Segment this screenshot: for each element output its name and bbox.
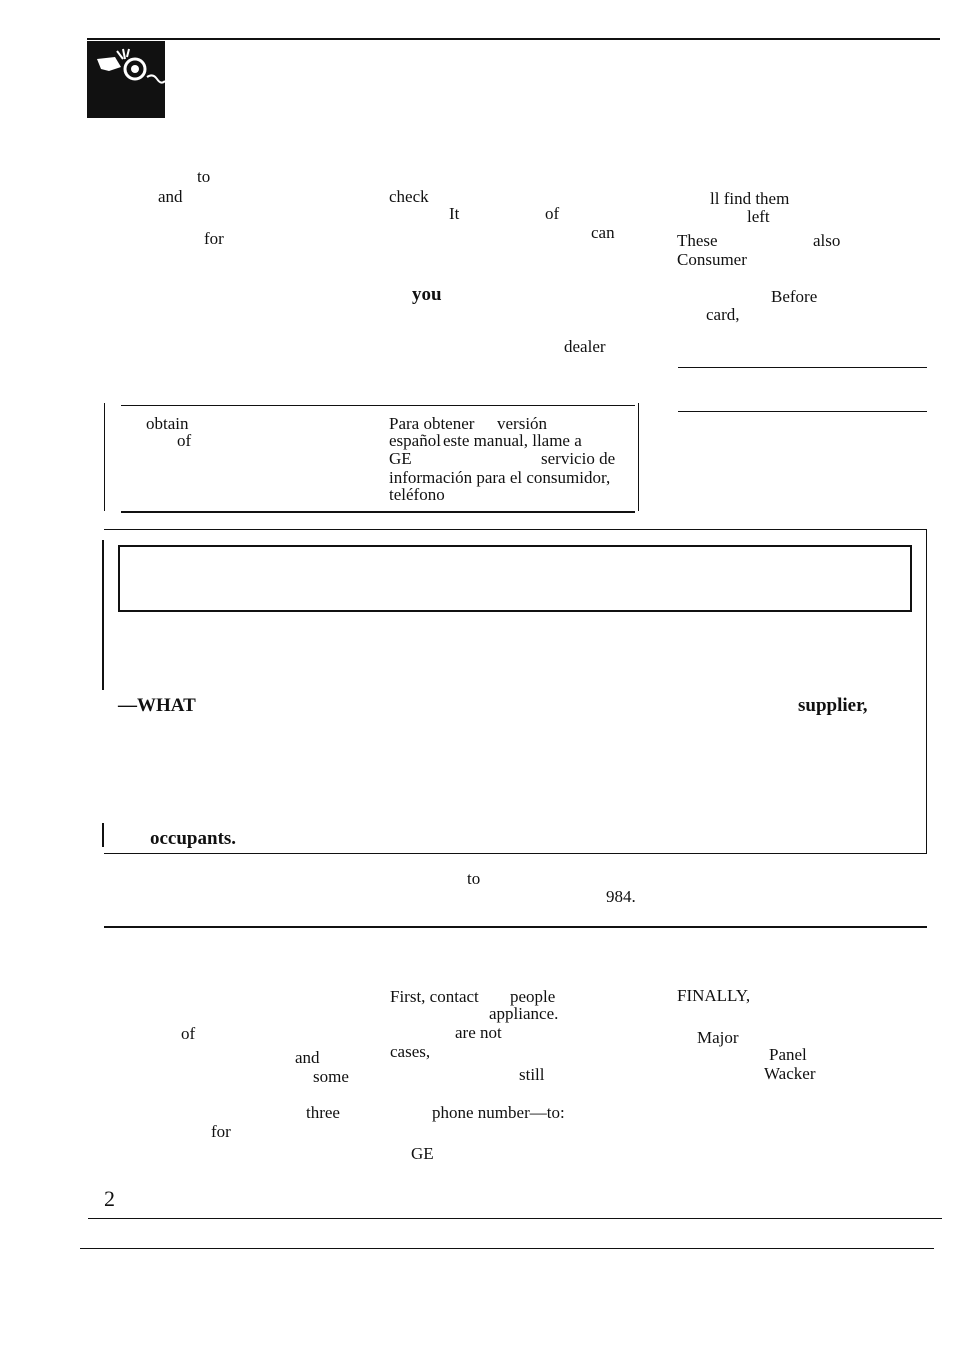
- bottom-word-still: still: [519, 1065, 545, 1084]
- phone-logo-icon: [87, 41, 165, 118]
- spanish-line3b: servicio de: [541, 449, 616, 468]
- spanish-line4: información para el consumidor,: [389, 468, 611, 487]
- spanish-line1a: Para obtener: [389, 414, 475, 433]
- spanish-line1b: versión: [497, 414, 548, 433]
- bottom-word-first: First, contact: [390, 987, 479, 1006]
- bottom-word-appliance: appliance.: [489, 1004, 559, 1023]
- col1-word-to: to: [197, 167, 211, 186]
- col3-word-consumer: Consumer: [677, 250, 747, 269]
- warning-box-right: [926, 529, 927, 854]
- english-word-obtain: obtain: [146, 414, 189, 433]
- spanish-line2a: español: [389, 431, 441, 450]
- bottom-word-some: some: [313, 1067, 349, 1086]
- bottom-word-wacker: Wacker: [764, 1064, 816, 1083]
- bottom-word-cases: cases,: [390, 1042, 431, 1061]
- bottom-word-of: of: [181, 1024, 196, 1043]
- bottom-word-panel: Panel: [769, 1045, 807, 1064]
- bottom-word-arenot: are not: [455, 1023, 502, 1042]
- section-divider: [104, 926, 927, 928]
- col3-word-left: left: [747, 207, 770, 226]
- bottom-word-phone: phone number—to:: [432, 1103, 565, 1122]
- warning-word-occupants: occupants.: [150, 828, 237, 849]
- spanish-box-right-border: [638, 403, 639, 511]
- warning-box-bottom: [104, 853, 927, 854]
- bottom-word-and: and: [295, 1048, 320, 1067]
- warning-box-left-lower: [102, 823, 104, 847]
- col2-word-you: you: [412, 284, 442, 305]
- col3-word-before: Before: [771, 287, 818, 306]
- english-word-of: of: [177, 431, 192, 450]
- col1-word-for: for: [204, 229, 224, 248]
- col3-rule-1: [678, 367, 927, 368]
- warning-word-supplier: supplier,: [798, 695, 868, 716]
- col3-word-find: ll find them: [710, 189, 790, 208]
- bottom-word-finally: FINALLY,: [677, 986, 751, 1005]
- bottom-word-three: three: [306, 1103, 340, 1122]
- col2-word-can: can: [591, 223, 615, 242]
- spanish-line3a: GE: [389, 449, 412, 468]
- spanish-line2b: este manual, llame a: [443, 431, 582, 450]
- bottom-word-major: Major: [697, 1028, 739, 1047]
- col2-word-dealer: dealer: [564, 337, 606, 356]
- page-number: 2: [104, 1186, 115, 1211]
- footer-rule-1: [88, 1218, 942, 1219]
- warning-box-top: [104, 529, 927, 530]
- col2-word-it: It: [449, 204, 460, 223]
- col1-word-and: and: [158, 187, 183, 206]
- col3-rule-2: [678, 411, 927, 412]
- top-rule: [87, 38, 940, 40]
- spanish-box-left-border: [104, 403, 105, 511]
- col2-word-check: check: [389, 187, 429, 206]
- warning-inner-box: [118, 545, 912, 612]
- bottom-word-people: people: [510, 987, 556, 1006]
- note-word-984: 984.: [606, 887, 636, 906]
- col3-word-these: These: [677, 231, 718, 250]
- bottom-word-ge: GE: [411, 1144, 434, 1163]
- bottom-word-for: for: [211, 1122, 231, 1141]
- spanish-box-top-rule: [121, 405, 635, 406]
- warning-word-what: —WHAT: [118, 695, 196, 716]
- col3-word-card: card,: [706, 305, 740, 324]
- col3-word-also: also: [813, 231, 841, 250]
- col2-word-of: of: [545, 204, 560, 223]
- footer-rule-2: [80, 1248, 934, 1249]
- note-word-to: to: [467, 869, 481, 888]
- warning-box-left-upper: [102, 540, 104, 690]
- spanish-line5: teléfono: [389, 485, 445, 504]
- spanish-box-bottom-rule: [121, 511, 635, 513]
